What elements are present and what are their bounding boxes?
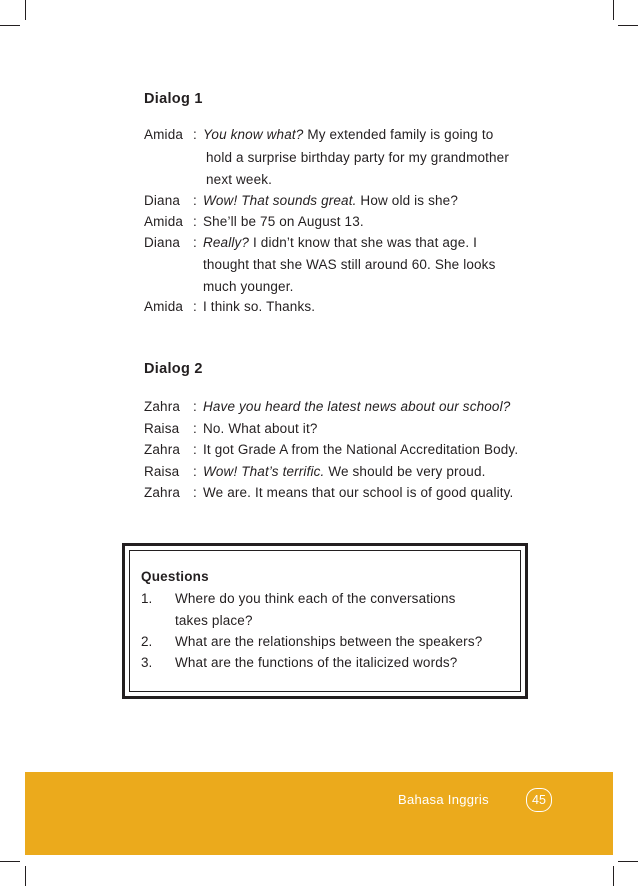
footer-book-title: Bahasa Inggris — [398, 792, 489, 807]
colon: : — [193, 299, 197, 314]
colon: : — [193, 214, 197, 229]
dialog-1-title: Dialog 1 — [144, 91, 203, 107]
speaker-name: Zahra — [144, 399, 181, 414]
colon: : — [193, 399, 197, 414]
crop-mark — [613, 866, 614, 886]
utterance: thought that she WAS still around 60. She looks — [203, 257, 496, 272]
utterance: Have you heard the latest news about our school? — [203, 399, 511, 414]
speaker-name: Zahra — [144, 442, 181, 457]
colon: : — [193, 442, 197, 457]
colon: : — [193, 127, 197, 142]
speaker-name: Diana — [144, 193, 181, 208]
colon: : — [193, 485, 197, 500]
speaker-name: Raisa — [144, 421, 180, 436]
speaker-name: Diana — [144, 235, 181, 250]
speaker-name: Amida — [144, 127, 184, 142]
questions-title: Questions — [141, 569, 209, 584]
utterance: hold a surprise birthday party for my grandmother — [206, 150, 509, 165]
utterance: She’ll be 75 on August 13. — [203, 214, 364, 229]
utterance: You know what? My extended family is going to — [203, 127, 494, 142]
crop-mark — [0, 861, 20, 862]
crop-mark — [618, 25, 638, 26]
utterance: We are. It means that our school is of good quality. — [203, 485, 514, 500]
crop-mark — [0, 25, 20, 26]
colon: : — [193, 464, 197, 479]
crop-mark — [618, 861, 638, 862]
footer-band — [25, 772, 613, 855]
speaker-name: Amida — [144, 214, 184, 229]
dialog-2-title: Dialog 2 — [144, 361, 203, 377]
crop-mark — [613, 0, 614, 20]
speaker-name: Amida — [144, 299, 184, 314]
question-number: 3. — [141, 655, 153, 670]
utterance: No. What about it? — [203, 421, 318, 436]
question-number: 1. — [141, 591, 153, 606]
question-text: What are the functions of the italicized words? — [175, 655, 458, 670]
page-number: 45 — [526, 788, 552, 812]
speaker-name: Zahra — [144, 485, 181, 500]
colon: : — [193, 193, 197, 208]
utterance: Really? I didn’t know that she was that age. I — [203, 235, 478, 250]
crop-mark — [25, 0, 26, 20]
question-number: 2. — [141, 634, 153, 649]
utterance: Wow! That’s terrific. We should be very proud. — [203, 464, 486, 479]
utterance: It got Grade A from the National Accreditation Body. — [203, 442, 519, 457]
colon: : — [193, 421, 197, 436]
question-text: What are the relationships between the speakers? — [175, 634, 483, 649]
colon: : — [193, 235, 197, 250]
crop-mark — [25, 866, 26, 886]
utterance: I think so. Thanks. — [203, 299, 316, 314]
question-text: Where do you think each of the conversations — [175, 591, 456, 606]
utterance: Wow! That sounds great. How old is she? — [203, 193, 458, 208]
question-text-continued: takes place? — [175, 613, 253, 628]
utterance: next week. — [206, 172, 273, 187]
speaker-name: Raisa — [144, 464, 180, 479]
utterance: much younger. — [203, 279, 294, 294]
